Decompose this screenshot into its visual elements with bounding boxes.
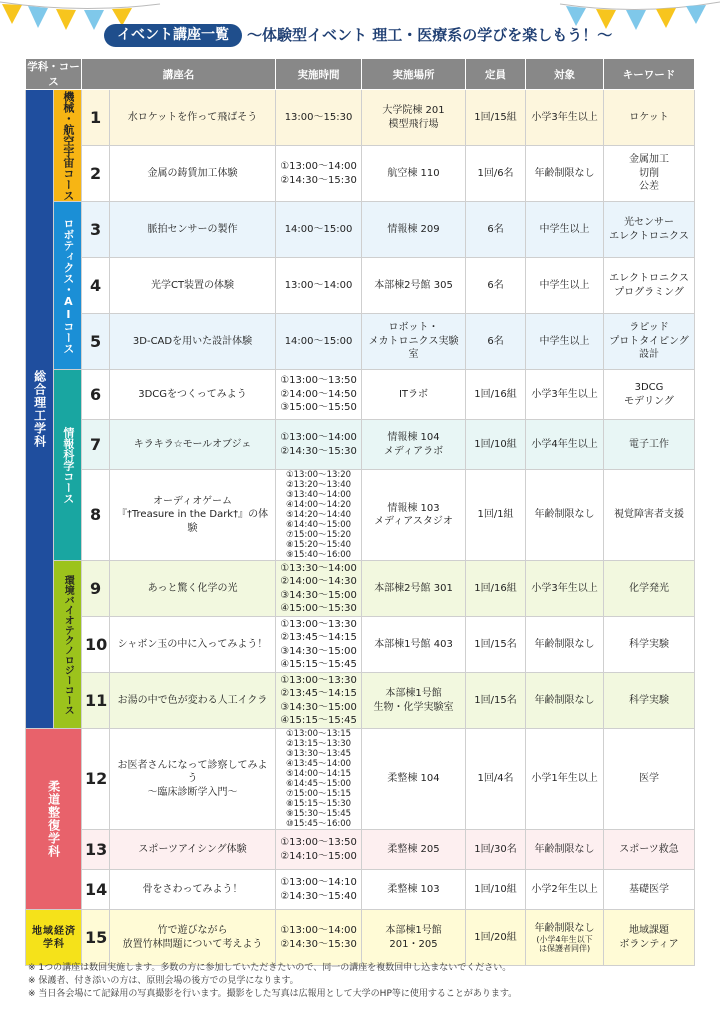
- event-keyword: 基礎医学: [604, 870, 695, 910]
- event-keyword: 視覚障害者支援: [604, 470, 695, 561]
- event-capacity: 6名: [466, 202, 526, 258]
- row-number: 1: [82, 90, 110, 146]
- event-keyword: 科学実験: [604, 673, 695, 729]
- event-times: ①13:00〜14:00 ②14:30〜15:30: [276, 910, 362, 966]
- event-target: 年齢制限なし: [526, 470, 604, 561]
- department-cell: [26, 90, 54, 729]
- course-label: 機械・航空宇宙コース: [61, 90, 75, 201]
- event-times: ①13:00〜13:30 ②13:45〜14:15 ③14:30〜15:00 ④15:15〜15:45: [276, 673, 362, 729]
- event-keyword: エレクトロニクス プログラミング: [604, 258, 695, 314]
- col-header-place: 実施場所: [362, 59, 466, 90]
- event-capacity: 1回/10組: [466, 870, 526, 910]
- event-target: 年齢制限なし: [526, 146, 604, 202]
- event-capacity: 1回/30名: [466, 830, 526, 870]
- event-keyword: 化学発光: [604, 561, 695, 617]
- event-capacity: 6名: [466, 314, 526, 370]
- event-capacity: 1回/1組: [466, 470, 526, 561]
- table-row: [26, 830, 695, 870]
- event-name: 水ロケットを作って飛ばそう: [110, 90, 276, 146]
- row-number: 12: [82, 729, 110, 830]
- event-target: 小学3年生以上: [526, 561, 604, 617]
- event-place: 本部棟1号館 生物・化学実験室: [362, 673, 466, 729]
- table-row: [26, 673, 695, 729]
- course-cell: [54, 370, 82, 561]
- event-keyword: 科学実験: [604, 617, 695, 673]
- event-capacity: 1回/10組: [466, 420, 526, 470]
- event-keyword: 金属加工 切削 公差: [604, 146, 695, 202]
- table-row: [26, 420, 695, 470]
- event-keyword: 医学: [604, 729, 695, 830]
- event-place: 柔整棟 104: [362, 729, 466, 830]
- department-cell: [26, 729, 82, 910]
- event-place: 本部棟2号館 301: [362, 561, 466, 617]
- course-label: ロボティクス・AIコース: [61, 217, 75, 354]
- event-name: 光学CT装置の体験: [110, 258, 276, 314]
- event-name: お湯の中で色が変わる人工イクラ: [110, 673, 276, 729]
- department-label: 総合理工学科: [32, 370, 47, 449]
- table-row: [26, 370, 695, 420]
- table-row: [26, 146, 695, 202]
- event-keyword: ラピッド プロトタイピング 設計: [604, 314, 695, 370]
- col-header-target: 対象: [526, 59, 604, 90]
- row-number: 5: [82, 314, 110, 370]
- event-capacity: 1回/15名: [466, 673, 526, 729]
- event-times: ①13:00〜14:10 ②14:30〜15:40: [276, 870, 362, 910]
- department-label: 地域経済学科: [32, 925, 76, 950]
- row-number: 9: [82, 561, 110, 617]
- event-place: 本部棟1号館 201・205: [362, 910, 466, 966]
- event-capacity: 1回/6名: [466, 146, 526, 202]
- footnotes: [28, 962, 517, 1001]
- event-times: ①13:00〜13:50 ②14:10〜15:00: [276, 830, 362, 870]
- event-name: お医者さんになって診察してみよう 〜臨床診断学入門〜: [110, 729, 276, 830]
- table-header: [26, 59, 695, 90]
- event-name: キラキラ☆モールオブジェ: [110, 420, 276, 470]
- row-number: 2: [82, 146, 110, 202]
- department-label: 柔道整復学科: [46, 780, 61, 859]
- event-place: ITラボ: [362, 370, 466, 420]
- event-target: 年齢制限なし: [526, 617, 604, 673]
- event-capacity: 1回/15名: [466, 617, 526, 673]
- row-number: 10: [82, 617, 110, 673]
- event-keyword: 光センサー エレクトロニクス: [604, 202, 695, 258]
- event-target: 小学2年生以上: [526, 870, 604, 910]
- event-target: 中学生以上: [526, 202, 604, 258]
- row-number: 4: [82, 258, 110, 314]
- event-name: スポーツアイシング体験: [110, 830, 276, 870]
- title-pill: イベント講座一覧: [104, 24, 242, 47]
- col-header-name: 講座名: [82, 59, 276, 90]
- event-name: 骨をさわってみよう！: [110, 870, 276, 910]
- event-place: 情報棟 103 メディアスタジオ: [362, 470, 466, 561]
- event-place: 本部棟2号館 305: [362, 258, 466, 314]
- event-times: ①13:30〜14:00 ②14:00〜14:30 ③14:30〜15:00 ④15:00〜15:30: [276, 561, 362, 617]
- event-times: ①13:00〜13:30 ②13:45〜14:15 ③14:30〜15:00 ④15:15〜15:45: [276, 617, 362, 673]
- event-capacity: 6名: [466, 258, 526, 314]
- course-cell: [54, 561, 82, 729]
- event-name: 脈拍センサーの製作: [110, 202, 276, 258]
- event-times: ①13:00〜13:20 ②13:20〜13:40 ③13:40〜14:00 ④14:00〜14:20 ⑤14:20〜14:40 ⑥14:40〜15:00 ⑦15:00〜15:20 ⑧15:20〜15:40 ⑨15:40〜16:00: [276, 470, 362, 561]
- event-capacity: 1回/20組: [466, 910, 526, 966]
- footnote: ※ 当日各会場にて記録用の写真撮影を行います。撮影をした写真は広報用として大学のHP等に使用することがあります。: [28, 989, 518, 999]
- table-row: [26, 910, 695, 966]
- event-place: 本部棟1号館 403: [362, 617, 466, 673]
- event-target: [526, 910, 604, 966]
- event-place: 情報棟 104 メディアラボ: [362, 420, 466, 470]
- event-keyword: 地域課題 ボランティア: [604, 910, 695, 966]
- event-keyword: ロケット: [604, 90, 695, 146]
- course-cell: [54, 202, 82, 370]
- event-name: あっと驚く化学の光: [110, 561, 276, 617]
- table-row: [26, 561, 695, 617]
- event-target-main: 年齢制限なし: [534, 923, 595, 935]
- event-name: オーディオゲーム 『†Treasure in the Dark†』の体験: [110, 470, 276, 561]
- event-times: 14:00〜15:00: [276, 314, 362, 370]
- event-keyword: 3DCG モデリング: [604, 370, 695, 420]
- event-times: 13:00〜15:30: [276, 90, 362, 146]
- event-capacity: 1回/15組: [466, 90, 526, 146]
- event-name: 3DCGをつくってみよう: [110, 370, 276, 420]
- event-target: 中学生以上: [526, 258, 604, 314]
- event-capacity: 1回/16組: [466, 561, 526, 617]
- col-header-keyword: キーワード: [604, 59, 695, 90]
- title-row: [0, 22, 720, 52]
- row-number: 11: [82, 673, 110, 729]
- event-target: 年齢制限なし: [526, 830, 604, 870]
- table-row: [26, 90, 695, 146]
- col-header-time: 実施時間: [276, 59, 362, 90]
- event-times: ①13:00〜13:50 ②14:00〜14:50 ③15:00〜15:50: [276, 370, 362, 420]
- course-cell: [54, 90, 82, 202]
- event-keyword: 電子工作: [604, 420, 695, 470]
- event-place: 大学院棟 201 模型飛行場: [362, 90, 466, 146]
- page-title: 〜体験型イベント 理工・医療系の学びを楽しもう！〜: [247, 26, 613, 44]
- event-target: 年齢制限なし: [526, 673, 604, 729]
- event-place: ロボット・ メカトロニクス実験室: [362, 314, 466, 370]
- event-place: 柔整棟 205: [362, 830, 466, 870]
- event-name: 3D-CADを用いた設計体験: [110, 314, 276, 370]
- event-target: 小学4年生以上: [526, 420, 604, 470]
- event-name: 竹で遊びながら 放置竹林問題について考えよう: [110, 910, 276, 966]
- event-place: 航空棟 110: [362, 146, 466, 202]
- course-label: 環境バイオテクノロジーコース: [62, 574, 74, 715]
- event-times: 14:00〜15:00: [276, 202, 362, 258]
- event-name: シャボン玉の中に入ってみよう！: [110, 617, 276, 673]
- event-target-note: (小学4年生以下 は保護者同伴): [536, 934, 593, 953]
- row-number: 3: [82, 202, 110, 258]
- row-number: 14: [82, 870, 110, 910]
- event-times: ①13:00〜13:15 ②13:15〜13:30 ③13:30〜13:45 ④13:45〜14:00 ⑤14:00〜14:15 ⑥14:45〜15:00 ⑦15:00〜15:15 ⑧15:15〜15:30 ⑨15:30〜15:45 ⑩15:45〜16:00: [276, 729, 362, 830]
- event-keyword: スポーツ救急: [604, 830, 695, 870]
- event-target: 小学3年生以上: [526, 370, 604, 420]
- event-place: 柔整棟 103: [362, 870, 466, 910]
- event-times: 13:00〜14:00: [276, 258, 362, 314]
- table-row: [26, 617, 695, 673]
- row-number: 7: [82, 420, 110, 470]
- event-target: 小学1年生以上: [526, 729, 604, 830]
- table-row: [26, 258, 695, 314]
- footnote: ※ 1つの講座は数回実施します。多数の方に参加していただきたいので、同一の講座を複数回申し込まないでください。: [28, 963, 512, 973]
- event-table: [25, 58, 695, 966]
- row-number: 6: [82, 370, 110, 420]
- col-header-capacity: 定員: [466, 59, 526, 90]
- event-place: 情報棟 209: [362, 202, 466, 258]
- event-times: ①13:00〜14:00 ②14:30〜15:30: [276, 420, 362, 470]
- row-number: 13: [82, 830, 110, 870]
- event-name: 金属の鋳賃加工体験: [110, 146, 276, 202]
- department-cell: [26, 910, 82, 966]
- table-row: [26, 870, 695, 910]
- row-number: 8: [82, 470, 110, 561]
- row-number: 15: [82, 910, 110, 966]
- table-row: [26, 729, 695, 830]
- event-capacity: 1回/16組: [466, 370, 526, 420]
- footnote: ※ 保護者、付き添いの方は、原則会場の後方での見学になります。: [28, 976, 299, 986]
- event-target: 小学3年生以上: [526, 90, 604, 146]
- event-target: 中学生以上: [526, 314, 604, 370]
- event-times: ①13:00〜14:00 ②14:30〜15:30: [276, 146, 362, 202]
- table-row: [26, 470, 695, 561]
- col-header-course: 学科・コース: [26, 59, 82, 90]
- table-row: [26, 202, 695, 258]
- event-capacity: 1回/4名: [466, 729, 526, 830]
- table-row: [26, 314, 695, 370]
- course-label: 情報科学コース: [61, 426, 75, 504]
